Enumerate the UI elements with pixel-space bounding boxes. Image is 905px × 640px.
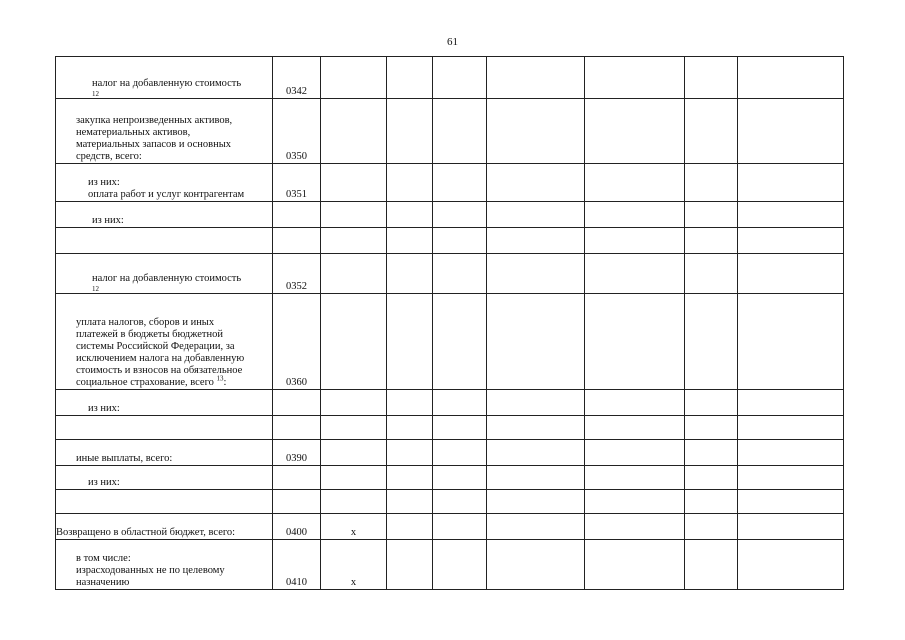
value-cell [387,390,433,416]
value-cell [685,390,738,416]
footnote-ref: 12 [92,285,99,293]
value-cell [433,254,487,294]
row-code: 0342 [273,57,321,99]
value-cell [387,228,433,254]
value-cell [433,490,487,514]
footnote-ref: 12 [92,90,99,98]
table-row [56,202,844,228]
label-line: закупка непроизведенных активов, [76,115,233,126]
label-line: из них: [88,477,120,488]
table-row [56,466,844,490]
row-mark [321,228,387,254]
value-cell [685,540,738,590]
label-line: налог на добавленную стоимость [92,273,242,284]
table-row [56,228,844,254]
row-mark: x [321,540,387,590]
footnote-ref: 13 [216,374,224,383]
value-cell [685,254,738,294]
label-line: материальных запасов и основных [76,139,232,150]
table-row [56,294,844,390]
value-cell [487,202,585,228]
value-cell [585,540,685,590]
value-cell [387,164,433,202]
row-label [56,416,273,440]
row-code: 0350 [273,99,321,164]
label-line: исключением налога на добавленную [76,353,245,364]
value-cell [738,57,844,99]
value-cell [433,202,487,228]
value-cell [387,294,433,390]
row-mark [321,490,387,514]
row-mark [321,164,387,202]
row-label [56,540,273,590]
row-label [56,514,273,540]
label-line: иные выплаты, всего: [76,453,173,464]
value-cell [685,514,738,540]
label-line: нематериальных активов, [76,127,191,138]
row-label [56,490,273,514]
row-mark [321,57,387,99]
row-mark [321,416,387,440]
row-code [273,202,321,228]
label-line: в том числе: [76,553,131,564]
value-cell [585,202,685,228]
value-cell [387,514,433,540]
row-mark [321,390,387,416]
value-cell [585,514,685,540]
label-suffix: : [223,377,227,388]
table-row [56,254,844,294]
value-cell [738,540,844,590]
value-cell [738,490,844,514]
row-mark [321,99,387,164]
value-cell [585,294,685,390]
value-cell [738,390,844,416]
value-cell [433,228,487,254]
value-cell [738,202,844,228]
row-code: 0360 [273,294,321,390]
value-cell [585,228,685,254]
value-cell [685,490,738,514]
value-cell [585,57,685,99]
value-cell [487,390,585,416]
row-label [56,57,273,99]
label-line: израсходованных не по целевому [76,565,225,576]
value-cell [487,514,585,540]
value-cell [487,164,585,202]
label-line: назначению [76,577,130,588]
value-cell [685,416,738,440]
value-cell [433,390,487,416]
table-row [56,57,844,99]
value-cell [685,228,738,254]
value-cell [487,466,585,490]
row-code: 0351 [273,164,321,202]
label-line: Возвращено в областной бюджет, всего: [56,527,236,538]
row-label [56,228,273,254]
value-cell [487,294,585,390]
value-cell [387,254,433,294]
row-code [273,416,321,440]
value-cell [585,390,685,416]
row-label [56,202,273,228]
row-code [273,466,321,490]
table-row [56,540,844,590]
label-line: оплата работ и услуг контрагентам [88,189,245,200]
value-cell [387,57,433,99]
row-code: 0352 [273,254,321,294]
row-code: 0390 [273,440,321,466]
value-cell [738,514,844,540]
value-cell [433,514,487,540]
value-cell [585,164,685,202]
value-cell [387,490,433,514]
row-label [56,254,273,294]
table-row [56,416,844,440]
value-cell [738,416,844,440]
row-label [56,164,273,202]
value-cell [433,540,487,590]
value-cell [738,254,844,294]
label-line: из них: [88,403,120,414]
value-cell [585,440,685,466]
label-line: из них: [92,215,124,226]
table-row [56,440,844,466]
row-code [273,228,321,254]
value-cell [685,202,738,228]
value-cell [585,490,685,514]
row-mark [321,440,387,466]
label-line: из них: [88,177,120,188]
row-label [56,440,273,466]
value-cell [387,202,433,228]
value-cell [738,466,844,490]
table-row [56,514,844,540]
label-line: стоимость и взносов на обязательное [76,365,243,376]
table-row [56,390,844,416]
label-line: системы Российской Федерации, за [76,341,235,352]
value-cell [487,490,585,514]
label-line: налог на добавленную стоимость [92,78,242,89]
label-line: социальное страхование, всего $^{13}$: [76,374,227,388]
row-label [56,390,273,416]
value-cell [487,99,585,164]
value-cell [738,228,844,254]
value-cell [585,466,685,490]
value-cell [738,294,844,390]
value-cell [738,440,844,466]
value-cell [685,294,738,390]
row-mark: x [321,514,387,540]
value-cell [487,57,585,99]
value-cell [433,294,487,390]
report-table [55,56,844,590]
row-mark [321,466,387,490]
label-line: средств, всего: [76,151,142,162]
value-cell [487,416,585,440]
row-mark [321,202,387,228]
value-cell [585,416,685,440]
value-cell [738,99,844,164]
row-code [273,390,321,416]
value-cell [685,440,738,466]
value-cell [487,254,585,294]
table-row [56,164,844,202]
row-code: 0410 [273,540,321,590]
row-code: 0400 [273,514,321,540]
value-cell [433,57,487,99]
row-code [273,490,321,514]
value-cell [738,164,844,202]
label-line: уплата налогов, сборов и иных [76,317,215,328]
row-label [56,466,273,490]
value-cell [685,99,738,164]
value-cell [585,254,685,294]
row-mark [321,294,387,390]
table-row [56,99,844,164]
value-cell [433,164,487,202]
value-cell [433,466,487,490]
value-cell [685,164,738,202]
value-cell [433,99,487,164]
value-cell [685,466,738,490]
row-mark [321,254,387,294]
value-cell [387,440,433,466]
value-cell [487,228,585,254]
row-label [56,294,273,390]
row-label [56,99,273,164]
value-cell [433,416,487,440]
value-cell [487,540,585,590]
label-line: платежей в бюджеты бюджетной [76,329,223,340]
table-row [56,490,844,514]
value-cell [433,440,487,466]
value-cell [387,466,433,490]
value-cell [387,416,433,440]
value-cell [487,440,585,466]
page-number: 61 [447,36,458,48]
value-cell [685,57,738,99]
value-cell [387,99,433,164]
value-cell [585,99,685,164]
value-cell [387,540,433,590]
